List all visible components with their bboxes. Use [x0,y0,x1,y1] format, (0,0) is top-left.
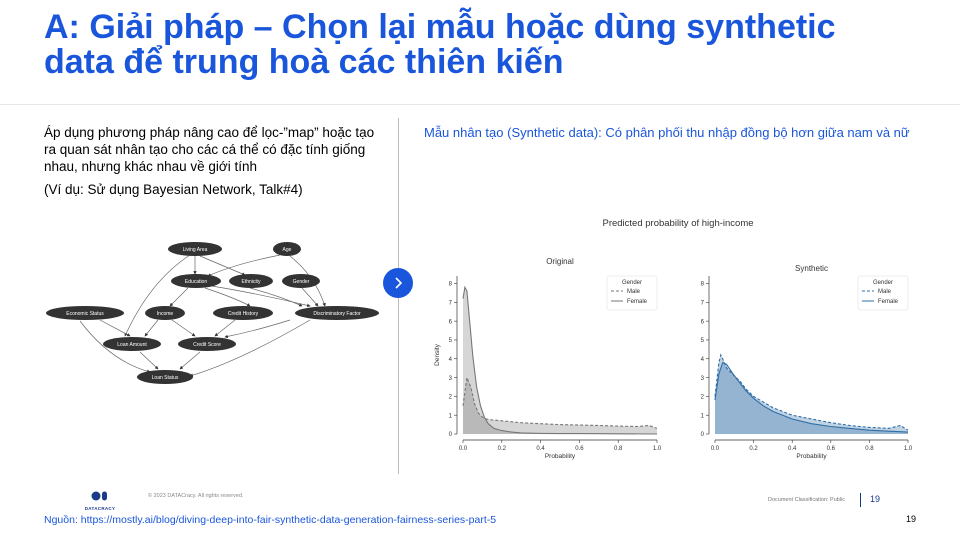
label-gender: Gender [292,279,310,285]
x-tick-label: 0.8 [865,446,874,452]
legend-title: Gender [621,280,643,286]
y-tick-label: 6 [700,319,704,326]
chart-title: Synthetic [795,264,828,273]
label-education: Education [184,279,208,285]
y-axis-label: Density [434,344,441,366]
label-living-area: Living Area [182,247,208,253]
density-charts [426,208,926,460]
x-tick-label: 0.0 [710,446,720,452]
label-credit-score: Credit Score [193,342,221,348]
document-classification: Document Classification: Public [768,497,846,503]
x-axis-label: Probability [796,453,827,460]
copyright: © 2023 DATACracy. All rights reserved. [148,493,244,499]
legend-label-female: Female [878,299,899,305]
x-tick-label: 0.6 [575,446,584,452]
method-paragraph: Áp dụng phương pháp nâng cao để lọc-”map” hoặc tạo ra quan sát nhân tạo cho các cá thể có đặc tính giống nhau, nhưng khác nhau về giới tính [44,125,375,174]
y-tick-label: 5 [700,338,704,345]
footer-page-number: 19 [870,494,881,504]
y-tick-label: 4 [700,356,704,363]
legend-label-male: Male [627,289,641,295]
x-axis-label: Probability [544,453,576,460]
title-line-1: A: Giải pháp – Chọn lại mẫu hoặc dùng synthetic [44,8,836,46]
label-loan-status: Loan Status [151,375,179,381]
y-tick-label: 3 [700,375,704,382]
x-tick-label: 0.2 [497,446,506,452]
x-tick-label: 1.0 [903,446,913,452]
x-tick-label: 0.4 [536,446,545,452]
page-title [44,10,924,80]
synthetic-caption: Mẫu nhân tạo (Synthetic data): Có phân phối thu nhập đồng bộ hơn giữa nam và nữ [424,125,910,140]
label-credit-history: Credit History [227,311,259,317]
label-discriminatory-factor: Discriminatory Factor [313,311,361,317]
left-description [44,124,384,204]
legend-label-female: Female [627,299,648,305]
y-tick-label: 7 [700,300,704,307]
title-divider [0,104,960,105]
label-age: Age [282,247,292,253]
y-tick-label: 2 [700,394,704,401]
label-economic-status: Economic Status [66,311,104,317]
chart-suptitle: Predicted probability of high-income [602,218,754,229]
footer-separator [860,493,861,507]
legend-label-male: Male [878,289,892,295]
datacracy-logo-icon [91,491,109,501]
example-note: (Ví dụ: Sử dụng Bayesian Network, Talk#4) [44,182,303,197]
y-tick-label: 3 [448,375,452,382]
y-tick-label: 5 [448,338,452,345]
x-tick-label: 0.2 [749,446,758,452]
chart-synthetic [701,264,913,460]
y-tick-label: 8 [700,281,704,288]
next-button[interactable] [383,268,413,298]
x-tick-label: 0.4 [788,446,797,452]
chart-title: Original [546,257,574,266]
slide-number: 19 [906,514,917,524]
chevron-right-icon [391,276,405,290]
brand-name: DATACRACY [84,506,116,511]
bayesian-network-diagram [40,236,390,392]
y-tick-label: 0 [700,432,704,439]
x-tick-label: 0.6 [826,446,835,452]
label-ethnicity: Ethnicity [241,279,261,285]
y-tick-label: 4 [448,356,452,363]
series-area-male [463,378,657,434]
label-income: Income [156,311,174,317]
y-tick-label: 8 [448,281,452,288]
label-loan-amount: Loan Amount [117,342,147,348]
y-tick-label: 0 [448,432,452,439]
y-tick-label: 1 [700,413,704,420]
chart-original [434,257,662,460]
x-tick-label: 0.0 [458,446,468,452]
x-tick-label: 0.8 [614,446,623,452]
y-tick-label: 2 [448,394,452,401]
title-line-2: data để trung hoà các thiên kiến [44,43,564,81]
legend-title: Gender [872,280,894,286]
brand-logo [80,488,120,511]
y-tick-label: 7 [448,300,452,307]
source-link[interactable]: Nguồn: https://mostly.ai/blog/diving-deep-into-fair-synthetic-data-generation-fairness-series-part-5 [44,514,497,526]
y-tick-label: 6 [448,319,452,326]
x-tick-label: 1.0 [652,446,662,452]
y-tick-label: 1 [448,413,452,420]
